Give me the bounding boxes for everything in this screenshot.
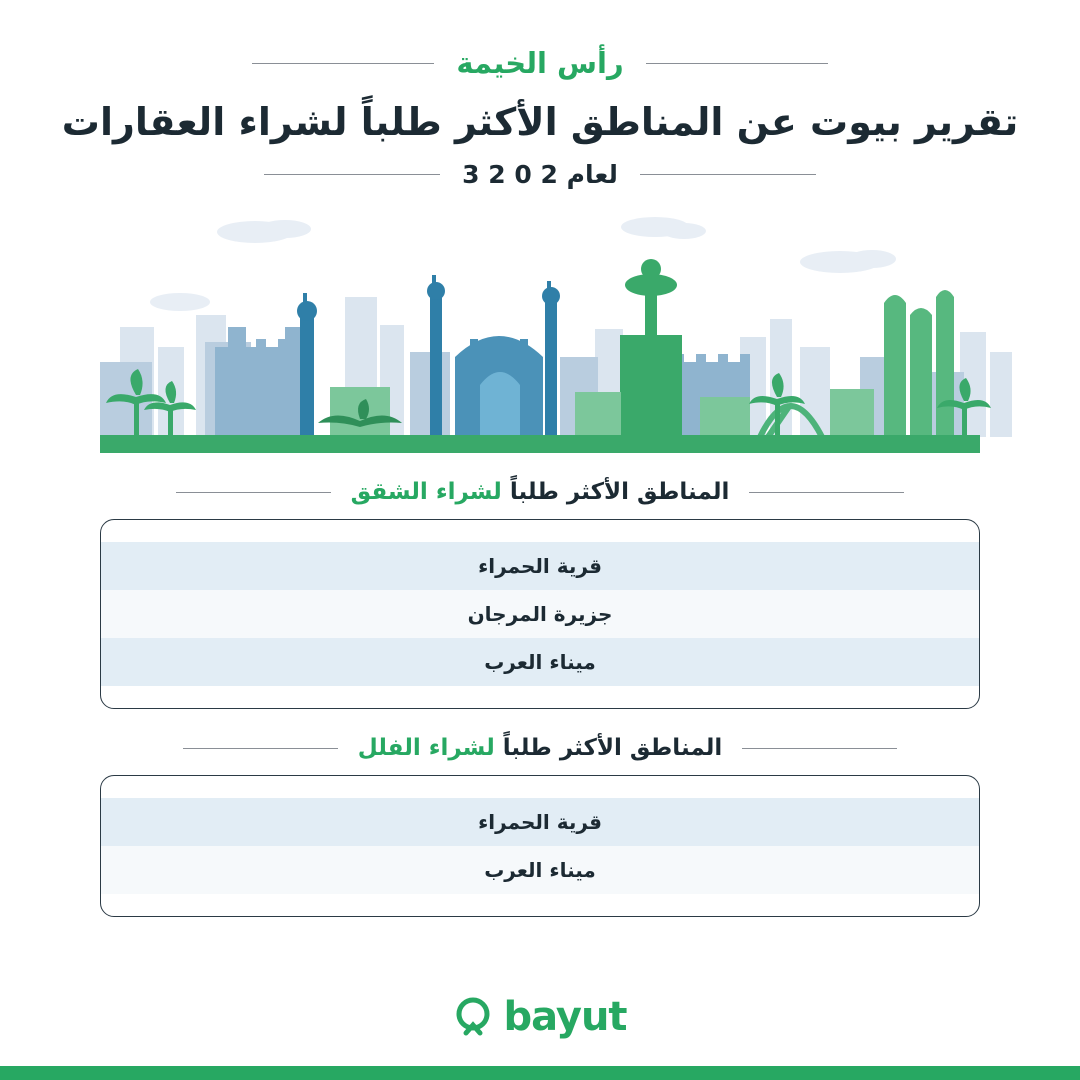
eyebrow-row — [0, 46, 1080, 80]
city-name: رأس الخيمة — [456, 46, 624, 80]
villas-card — [100, 775, 980, 917]
section-apartments-title-plain: المناطق الأكثر طلباً — [509, 479, 730, 505]
eyebrow-rule-left — [252, 63, 434, 64]
bayut-logo-icon — [453, 997, 493, 1037]
year-rule-left — [264, 174, 440, 175]
section-apartments-title — [351, 479, 730, 505]
footer — [0, 994, 1080, 1080]
section-villas-head — [100, 735, 980, 761]
section-villas-title — [358, 735, 723, 761]
list-item: ميناء العرب — [101, 846, 979, 894]
apartments-card — [100, 519, 980, 709]
section-rule-left — [183, 748, 338, 749]
villas-list — [101, 798, 979, 894]
list-item: قرية الحمراء — [101, 798, 979, 846]
section-rule-left — [176, 492, 331, 493]
bayut-logo-text: bayut — [503, 994, 627, 1040]
footer-bar — [0, 1066, 1080, 1080]
list-item: ميناء العرب — [101, 638, 979, 686]
section-apartments — [100, 479, 980, 709]
section-rule-right — [749, 492, 904, 493]
list-item: قرية الحمراء — [101, 542, 979, 590]
section-apartments-head — [100, 479, 980, 505]
bayut-logo — [453, 994, 626, 1040]
section-rule-right — [742, 748, 897, 749]
section-villas — [100, 735, 980, 917]
year-label: لعام 2 0 2 3 — [462, 160, 618, 189]
page-title: تقرير بيوت عن المناطق الأكثر طلباً لشراء العقارات — [61, 100, 1019, 144]
year-row — [0, 160, 1080, 189]
eyebrow-rule-right — [646, 63, 828, 64]
section-villas-title-accent: لشراء الفلل — [357, 735, 495, 761]
section-apartments-title-accent: لشراء الشقق — [350, 479, 502, 505]
list-item: جزيرة المرجان — [101, 590, 979, 638]
header — [0, 0, 1080, 189]
year-rule-right — [640, 174, 816, 175]
skyline-illustration — [0, 207, 1080, 457]
apartments-list — [101, 542, 979, 686]
section-villas-title-plain: المناطق الأكثر طلباً — [502, 735, 723, 761]
